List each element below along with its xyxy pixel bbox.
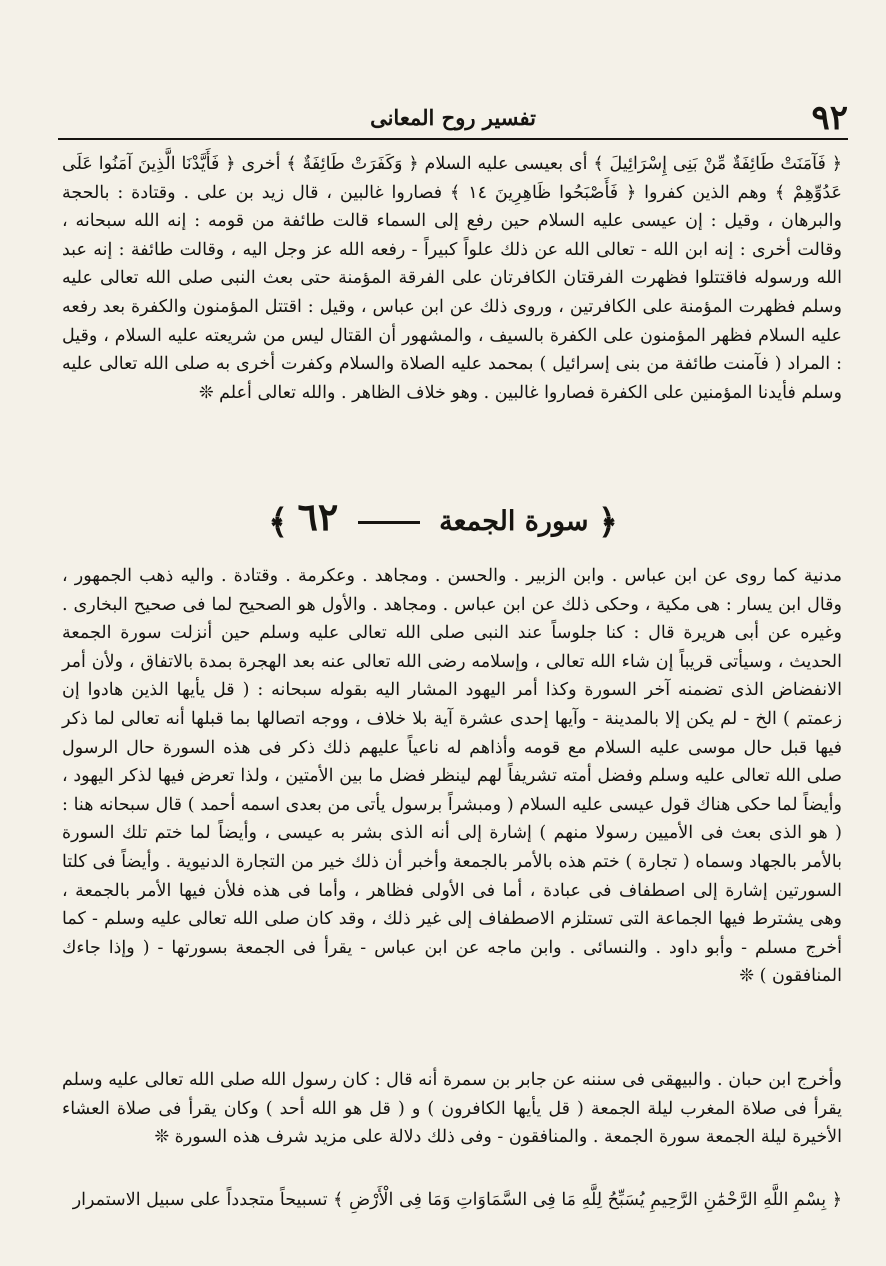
basmala-text: ﴿ بِسْمِ اللَّهِ الرَّحْمَٰنِ الرَّحِيمِ يُسَبِّحُ لِلَّهِ مَا فِى السَّمَاوَاتِ وَمَا فِى الْأَرْضِ ﴾ تسبيحاً متجدداً على سبيل الاستمرار	[72, 1190, 842, 1210]
open-ornament: ﴿	[597, 502, 618, 543]
header-rule	[58, 138, 848, 140]
sura-number: ٦٢	[297, 494, 339, 539]
tafsir-paragraph-intro	[62, 150, 842, 407]
heading-dash	[358, 521, 420, 524]
tafsir-paragraph-sura-intro	[62, 562, 842, 991]
hadith-text: وأخرج ابن حبان . والبيهقى فى سننه عن جابر بن سمرة أنه قال : كان رسول الله صلى الله تعالى عليه وسلم يقرأ فى صلاة المغرب ليلة الجمعة ( قل يأيها الكافرون ) و ( قل هو الله أحد ) وكان يقرأ فى صلاة العشاء الأخيرة ليلة الجمعة سورة الجمعة . والمنافقون - وفى ذلك دلالة على مزيد شرف هذه السورة ❊	[62, 1070, 842, 1148]
sura-intro-text: مدنية كما روى عن ابن عباس . وابن الزبير . والحسن . ومجاهد . وعكرمة . وقتادة . واليه ذهب الجمهور ، وقال ابن يسار : هى مكية ، وحكى ذلك عن ابن عباس . ومجاهد . والأول هو الصحيح لما فى صحيح البخارى . وغيره عن أبى هريرة قال : كنا جلوساً عند النبى صلى الله تعالى عليه وسلم حين أنزلت سورة الجمعة الحديث ، وسيأتى قريباً إن شاء الله تعالى ، وإسلامه رضى الله تعالى عنه بعد الهجرة بمدة بالاتفاق ، ولأن أمر الانفضاض الذى تضمنه آخر السورة وكذا أمر اليهود المشار اليه بقوله سبحانه : ( قل يأيها الذين هادوا إن زعمتم ) الخ - لم يكن إلا بالمدينة - وآيها إحدى عشرة آية بلا خلاف ، ووجه اتصالها بما قبلها أنه تعالى لما ذكر فيها قبل حال موسى عليه السلام مع قومه وأذاهم له ناعياً عليهم ذلك ذكر فى هذه السورة حال الرسول صلى الله تعالى عليه وسلم وفضل أمته تشريفاً لهم لينظر فضل ما بين الأمتين ، ولذا تعرض فيها لذكر اليهود ، وأيضاً لما حكى هناك قول عيسى عليه السلام ( ومبشراً برسول يأتى من بعدى اسمه أحمد ) قال سبحانه هنا : ( هو الذى بعث فى الأميين رسولا منهم ) إشارة إلى أنه الذى بشر به عيسى ، وأيضاً لما ختم تلك السورة بالأمر بالجهاد وسماه ( تجارة ) ختم هذه بالأمر بالجمعة وأخبر أن ذلك خير من التجارة الدنيوية . وأيضاً فى كلتا السورتين إشارة إلى اصطفاف فى عبادة ، أما فى الأولى فظاهر ، وأما فى هذه فلأن فيها الأمر بالجمعة ، وهى يشترط فيها الجماعة التى تستلزم الاصطفاف إلى غير ذلك ، وقد كان صلى الله تعالى عليه وسلم - كما أخرج مسلم - وأبو داود . والنسائى . وابن ماجه عن ابن عباس - يقرأ فى الجمعة بسورتها - ( وإذا جاءك المنافقون ) ❊	[62, 566, 842, 987]
tafsir-paragraph-basmala	[62, 1186, 842, 1215]
tafsir-paragraph-hadith	[62, 1066, 842, 1152]
sura-name: سورة الجمعة	[439, 506, 589, 537]
page-number: ٩٢	[811, 98, 848, 138]
running-title: تفسير روح المعانى	[370, 105, 536, 130]
intro-text: ﴿ فَآمَنَتْ طَائِفَةٌ مِّنْ بَنِى إِسْرَائِيلَ ﴾ أى بعيسى عليه السلام ﴿ وَكَفَرَتْ طَائِفَةٌ ﴾ أخرى ﴿ فَأَيَّدْنَا الَّذِينَ آمَنُوا عَلَى عَدُوِّهِمْ ﴾ وهم الذين كفروا ﴿ فَأَصْبَحُوا ظَاهِرِينَ ١٤ ﴾ فصاروا غالبين ، قال زيد بن على . وقتادة : بالحجة والبرهان ، وقيل : إن عيسى عليه السلام حين رفع إلى السماء قالت طائفة من قومه : إنه الله سبحانه ، وقالت أخرى : إنه ابن الله - تعالى الله عن ذلك علواً كبيراً - رفعه الله عز وجل اليه ، وقالت طائفة : إنه عبد الله ورسوله فاقتتلوا فظهرت الفرقتان الكافرتان على الفرقة المؤمنة حتى بعث النبى صلى الله تعالى عليه وسلم فظهرت المؤمنة على الكافرتين ، وروى ذلك عن ابن عباس ، وقيل : اقتتل المؤمنون والكفرة بعد رفعه عليه السلام فظهر المؤمنون على الكفرة بالسيف ، والمشهور أن القتال ليس من شريعته عليه السلام ، وقيل : المراد ( فآمنت طائفة من بنى إسرائيل ) بمحمد عليه الصلاة والسلام وكفرت أخرى به صلى الله تعالى عليه وسلم فأيدنا المؤمنين على الكفرة فصاروا غالبين . وهو خلاف الظاهر . والله تعالى أعلم ❊	[62, 154, 842, 403]
close-ornament: ﴾	[268, 502, 289, 543]
sura-heading	[0, 492, 886, 548]
page-header	[58, 96, 848, 140]
